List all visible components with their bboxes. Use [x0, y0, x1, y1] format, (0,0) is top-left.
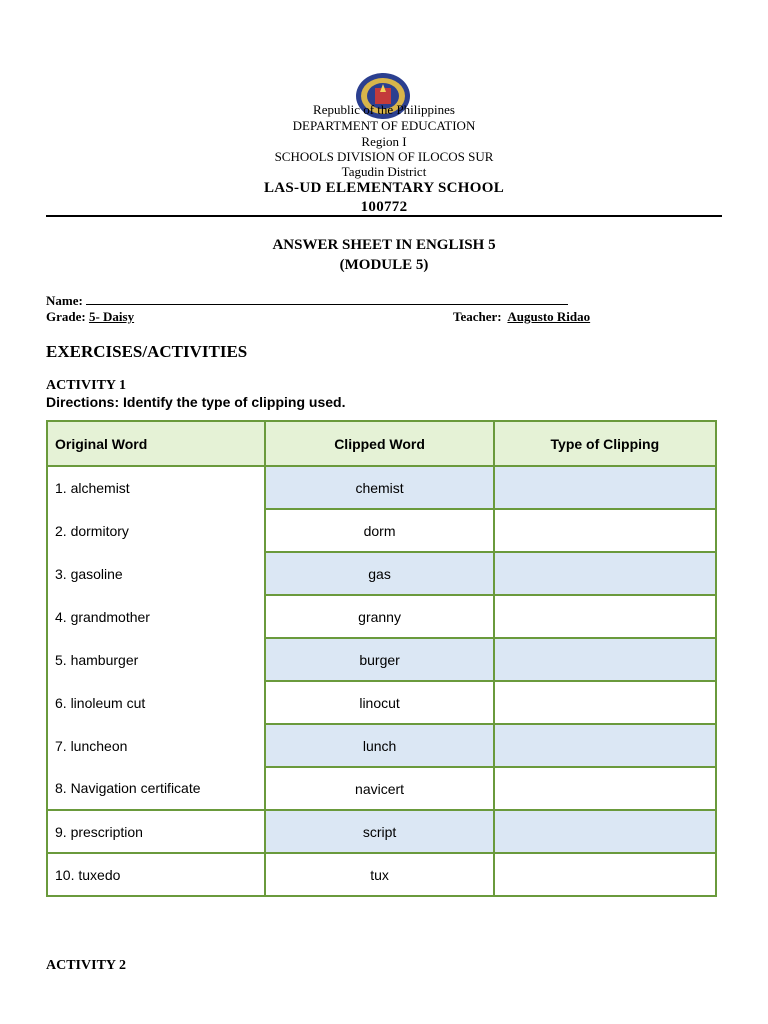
original-word: 4. grandmother [47, 595, 265, 638]
table-row [47, 853, 716, 896]
activity1-label: ACTIVITY 1 [46, 378, 126, 393]
name-blank[interactable] [86, 292, 568, 305]
type-answer-cell[interactable] [494, 595, 716, 638]
original-word: 7. luncheon [47, 724, 265, 767]
original-word: 5. hamburger [47, 638, 265, 681]
header-division: SCHOOLS DIVISION OF ILOCOS SUR [274, 149, 494, 164]
answer-sheet-title: ANSWER SHEET IN ENGLISH 5 [272, 237, 496, 253]
module-title: (MODULE 5) [339, 257, 429, 273]
original-word: 6. linoleum cut [47, 681, 265, 724]
type-answer-cell[interactable] [494, 767, 716, 810]
clipping-table [46, 420, 717, 897]
table-row [47, 810, 716, 853]
header-department: DEPARTMENT OF EDUCATION [292, 118, 476, 133]
original-word: 1. alchemist [47, 466, 265, 509]
table-row [47, 466, 716, 509]
header-region: Region I [361, 134, 407, 149]
original-word: 9. prescription [47, 810, 265, 853]
grade-value: 5- Daisy [88, 309, 135, 324]
type-answer-cell[interactable] [494, 509, 716, 552]
type-answer-cell[interactable] [494, 638, 716, 681]
school-id: 100772 [360, 199, 408, 215]
clipped-word: linocut [265, 681, 493, 724]
name-label: Name: [46, 293, 83, 308]
clipped-word: burger [265, 638, 493, 681]
name-field[interactable] [46, 292, 568, 309]
clipped-word: lunch [265, 724, 493, 767]
table-row [47, 552, 716, 595]
header-district: Tagudin District [341, 164, 427, 179]
grade-field [46, 309, 134, 325]
type-answer-cell[interactable] [494, 724, 716, 767]
activity1-directions: Directions: Identify the type of clipping used. [46, 394, 346, 410]
header-divider [46, 215, 722, 217]
clipped-word: chemist [265, 466, 493, 509]
clipped-word: script [265, 810, 493, 853]
header-country: Republic of the Philippines [313, 102, 455, 117]
clipped-word: dorm [265, 509, 493, 552]
table-row [47, 595, 716, 638]
clipped-word: navicert [265, 767, 493, 810]
table-row [47, 638, 716, 681]
activity2-label: ACTIVITY 2 [46, 958, 126, 973]
original-word: 3. gasoline [47, 552, 265, 595]
table-row [47, 509, 716, 552]
school-name: LAS-UD ELEMENTARY SCHOOL [263, 180, 505, 196]
clipped-word: gas [265, 552, 493, 595]
col-header-clipped: Clipped Word [265, 421, 493, 466]
col-header-original: Original Word [47, 421, 265, 466]
original-word: 2. dormitory [47, 509, 265, 552]
type-answer-cell[interactable] [494, 466, 716, 509]
type-answer-cell[interactable] [494, 853, 716, 896]
type-answer-cell[interactable] [494, 681, 716, 724]
teacher-field [453, 309, 590, 325]
table-header-row [47, 421, 716, 466]
teacher-value: Augusto Ridao [507, 309, 591, 324]
grade-label: Grade: [46, 309, 86, 324]
original-word: 10. tuxedo [47, 853, 265, 896]
type-answer-cell[interactable] [494, 552, 716, 595]
section-title: EXERCISES/ACTIVITIES [46, 342, 248, 361]
table-row [47, 724, 716, 767]
col-header-type: Type of Clipping [494, 421, 716, 466]
table-row [47, 767, 716, 810]
clipped-word: tux [265, 853, 493, 896]
type-answer-cell[interactable] [494, 810, 716, 853]
table-row [47, 681, 716, 724]
teacher-label: Teacher: [453, 309, 502, 324]
original-word: 8. Navigation certificate [47, 767, 265, 810]
clipped-word: granny [265, 595, 493, 638]
